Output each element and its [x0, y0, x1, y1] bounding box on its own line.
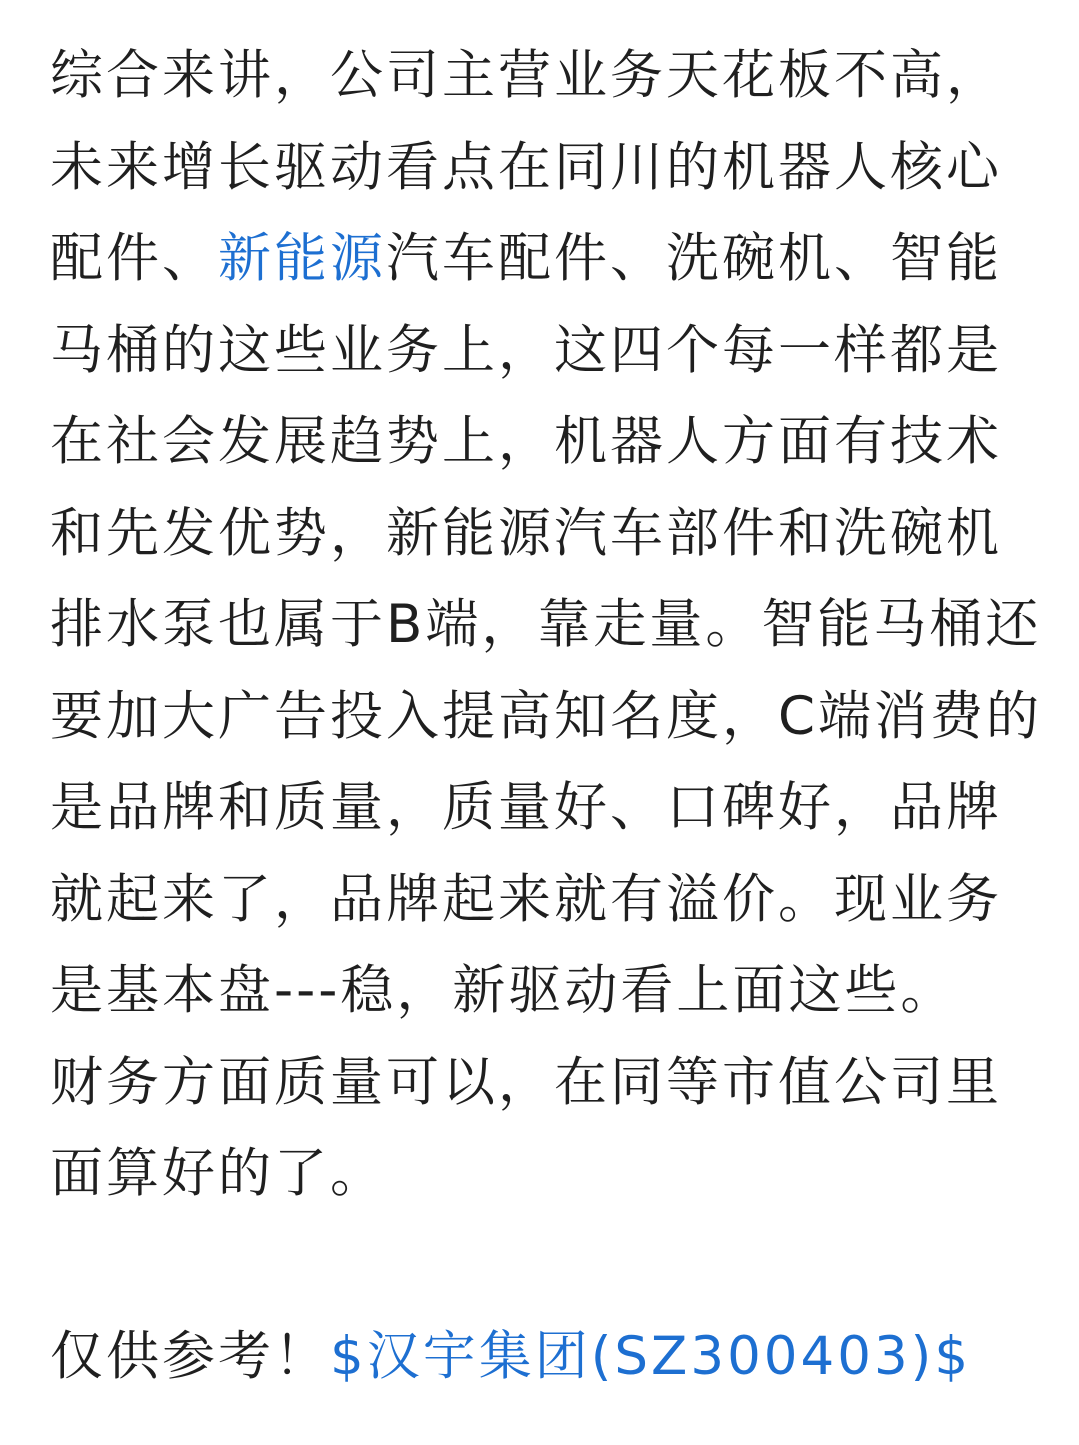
post-line-7: 排水泵也属于B端，靠走量。智能马桶还 [50, 594, 1042, 655]
post-body [50, 30, 1043, 1403]
post-line-3-prefix: 配件、 [50, 228, 218, 289]
post-line-2: 未来增长驱动看点在同川的机器人核心 [50, 136, 1002, 198]
new-energy-topic-link[interactable]: 新能源 [218, 228, 386, 289]
post-line-9: 是品牌和质量，质量好、口碑好，品牌 [50, 777, 1002, 838]
post-line-8: 要加大广告投入提高知名度，C端消费的 [50, 685, 1043, 747]
post-footer [50, 1311, 1040, 1403]
post-line-11: 是基本盘---稳，新驱动看上面这些。 [50, 960, 957, 1021]
stock-link[interactable]: $汉宇集团(SZ300403)$ [330, 1326, 972, 1387]
post-line-1: 综合来讲，公司主营业务天花板不高， [50, 45, 1002, 106]
paragraph-spacer [50, 1220, 1040, 1312]
post-line-12: 财务方面质量可以，在同等市值公司里 [50, 1051, 1002, 1113]
post-line-3-suffix: 汽车配件、洗碗机、智能 [386, 228, 1002, 289]
footer-note: 仅供参考！ [50, 1326, 330, 1387]
post-line-10: 就起来了，品牌起来就有溢价。现业务 [50, 868, 1002, 930]
post-line-5: 在社会发展趋势上，机器人方面有技术 [50, 411, 1002, 472]
post-line-6: 和先发优势，新能源汽车部件和洗碗机 [50, 502, 1002, 564]
post-line-4: 马桶的这些业务上，这四个每一样都是 [50, 319, 1002, 381]
post-line-13: 面算好的了。 [50, 1143, 386, 1204]
post-line-3 [50, 213, 1040, 305]
